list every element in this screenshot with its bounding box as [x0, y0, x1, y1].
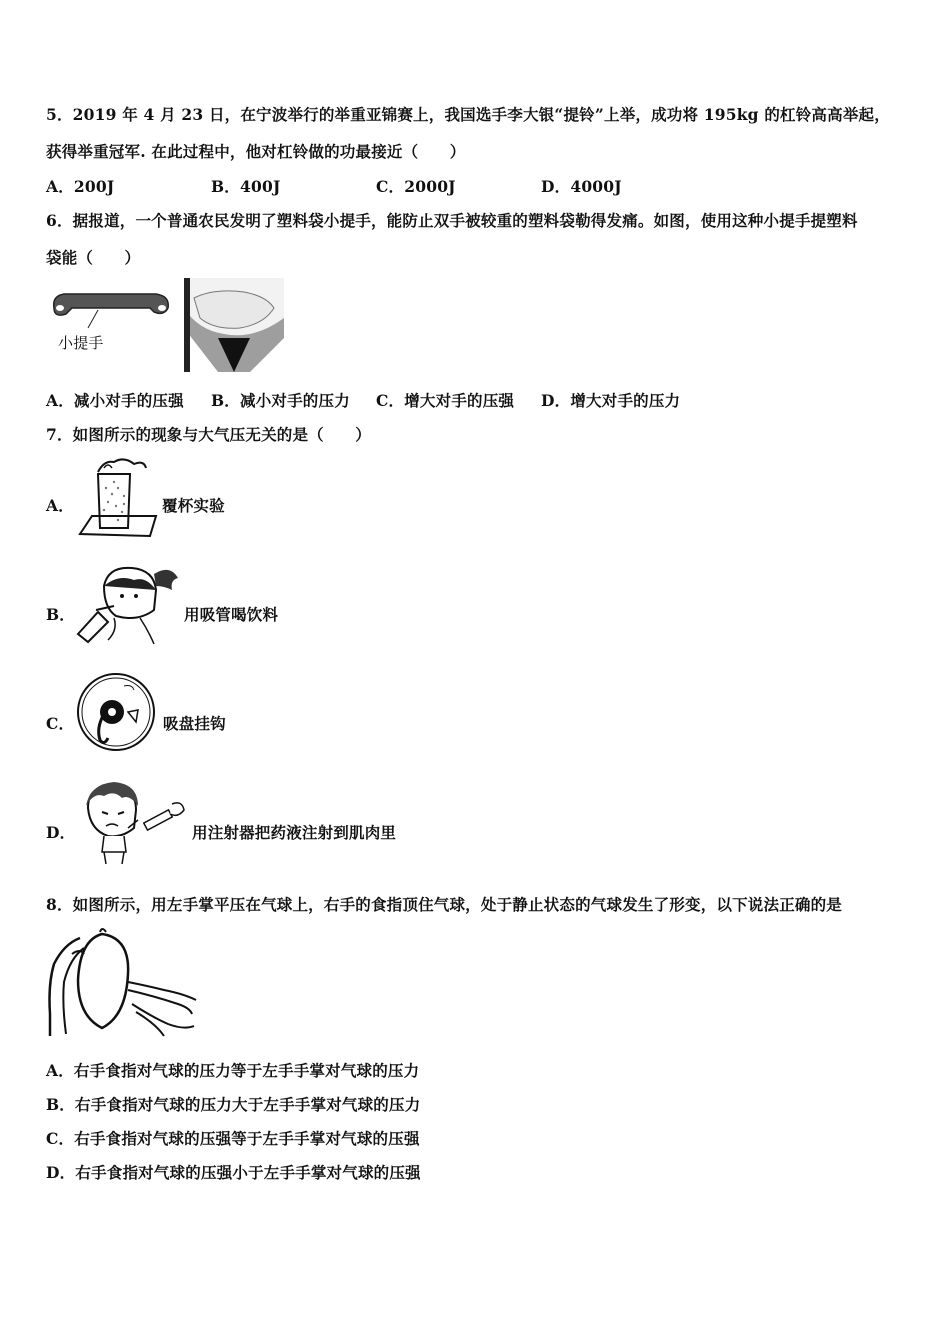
- q5-option-c: C．2000J: [376, 177, 456, 196]
- q7-option-a-letter: A．: [46, 496, 74, 515]
- q7-option-c-text: 吸盘挂钩: [163, 714, 226, 733]
- balloon-press-figure: [44, 924, 200, 1044]
- q8-option-b: B．右手食指对气球的压力大于左手手掌对气球的压力: [46, 1095, 421, 1114]
- q7-option-d-letter: D．: [46, 823, 76, 842]
- q8-option-c: C．右手食指对气球的压强等于左手手掌对气球的压强: [46, 1129, 420, 1148]
- q7-option-d-text: 用注射器把药液注射到肌肉里: [192, 823, 397, 842]
- q5-option-a: A．200J: [46, 177, 115, 196]
- q8-option-a: A．右手食指对气球的压力等于左手手掌对气球的压力: [46, 1061, 420, 1080]
- q7-stem: 7．如图所示的现象与大气压无关的是（ ）: [46, 425, 371, 444]
- q7-option-b-text: 用吸管喝饮料: [184, 605, 279, 624]
- q8-option-d: D．右手食指对气球的压强小于左手手掌对气球的压强: [46, 1163, 421, 1182]
- drinking-straw-figure: [74, 560, 182, 648]
- q5-option-b: B．400J: [211, 177, 281, 196]
- q7-option-c-letter: C．: [46, 714, 75, 733]
- q6-option-a: A．减小对手的压强: [46, 391, 184, 410]
- q7-option-b-letter: B．: [46, 605, 76, 624]
- q5-stem-line1: 5．2019 年 4 月 23 日，在宁波举行的举重亚锦赛上，我国选手李大银“提铃”上举，成功将 195kg 的杠铃高高举起，: [46, 105, 890, 124]
- q6-option-b: B．减小对手的压力: [211, 391, 350, 410]
- q5-option-d: D．4000J: [541, 177, 622, 196]
- cup-experiment-figure: [74, 454, 158, 540]
- q7-option-a-text: 覆杯实验: [162, 496, 225, 515]
- q6-option-d: D．增大对手的压力: [541, 391, 681, 410]
- q8-stem: 8．如图所示，用左手掌平压在气球上，右手的食指顶住气球，处于静止状态的气球发生了形变，以下说法正确的是: [46, 895, 842, 914]
- q6-option-c: C．增大对手的压强: [376, 391, 515, 410]
- hand-photo: [184, 278, 284, 372]
- q6-stem-line2: 袋能（ ）: [46, 248, 141, 267]
- injection-figure: [74, 780, 186, 866]
- handle-label: 小提手: [58, 334, 104, 352]
- suction-cup-figure: [74, 672, 158, 754]
- q5-stem-line2: 获得举重冠军. 在此过程中，他对杠铃做的功最接近（ ）: [46, 142, 466, 161]
- q6-stem-line1: 6．据报道，一个普通农民发明了塑料袋小提手，能防止双手被较重的塑料袋勒得发痛。如图，使用这种小提手提塑料: [46, 211, 858, 230]
